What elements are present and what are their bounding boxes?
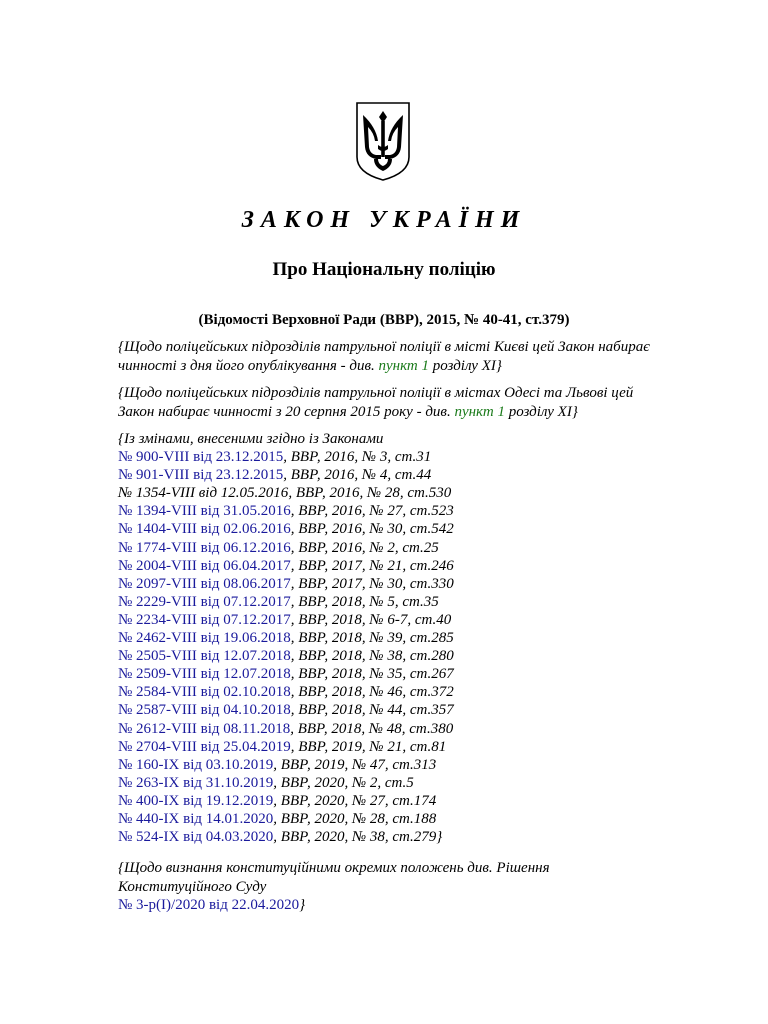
publication-source: (Відомості Верховної Ради (ВВР), 2015, № 40-41, ст.379)	[198, 312, 570, 328]
amendment-gazette-ref: , ВВР, 2020, № 27, ст.174	[273, 792, 437, 809]
amendment-row	[118, 828, 678, 846]
amendment-law-link[interactable]: № 901-VIII від 23.12.2015	[118, 467, 284, 484]
amendment-gazette-ref: , ВВР, 2020, № 28, ст.188	[273, 810, 437, 827]
amendment-row	[118, 502, 678, 520]
ruling-link[interactable]: № 3-р(I)/2020 від 22.04.2020	[118, 897, 300, 913]
amendment-law-link[interactable]: № 524-IX від 04.03.2020	[118, 829, 274, 846]
amendment-gazette-ref: , ВВР, 2018, № 38, ст.280	[290, 648, 454, 665]
amendment-row	[118, 629, 678, 647]
amendment-law-link[interactable]: № 400-IX від 19.12.2019	[118, 792, 274, 809]
ruling-text-line-2: Конституційного Суду	[118, 878, 267, 895]
amendment-law-link[interactable]: № 160-IX від 03.10.2019	[118, 756, 274, 773]
amendment-gazette-ref: , ВВР, 2018, № 5, ст.35	[290, 593, 439, 610]
note-text: {Щодо поліцейських підрозділів патрульної поліції в місті Києві цей Закон набирає чинності з дня його опублікування - див.	[118, 339, 650, 374]
amendment-row	[118, 738, 678, 756]
amendment-gazette-ref: , ВВР, 2016, № 3, ст.31	[283, 449, 432, 466]
amendment-row	[118, 720, 678, 738]
amendment-row	[118, 701, 678, 719]
document-title: ЗАКОН УКРАЇНИ	[241, 207, 527, 233]
amendment-law-link[interactable]: № 1774-VIII від 06.12.2016	[118, 539, 291, 556]
amendment-gazette-ref: , ВВР, 2020, № 2, ст.5	[273, 774, 414, 791]
note-text-end: розділу XI}	[504, 404, 578, 420]
amendment-row	[118, 539, 678, 557]
amendment-gazette-ref: , ВВР, 2016, № 2, ст.25	[290, 539, 439, 556]
amendment-law-link[interactable]: № 2587-VIII від 04.10.2018	[118, 702, 291, 719]
amendment-gazette-ref: , ВВР, 2019, № 47, ст.313	[273, 756, 437, 773]
ruling-close: }	[299, 897, 306, 913]
amendment-row	[118, 557, 678, 575]
amendment-gazette-ref: , ВВР, 2016, № 4, ст.44	[283, 467, 432, 484]
amendment-law-link[interactable]: № 2509-VIII від 12.07.2018	[118, 666, 291, 683]
note-text-end: розділу XI}	[429, 358, 502, 374]
amendment-law-link[interactable]: № 2505-VIII від 12.07.2018	[118, 648, 291, 665]
amendment-law-link[interactable]: № 1404-VIII від 02.06.2016	[118, 521, 291, 538]
amendment-law-link[interactable]: № 263-IX від 31.10.2019	[118, 774, 274, 791]
note-text: {Щодо поліцейських підрозділів патрульної поліції в містах Одесі та Львові цей Закон набирає чинності з 20 серпня 2015 року - див.	[118, 385, 634, 420]
amendment-row	[118, 756, 678, 774]
amendment-row	[118, 484, 678, 502]
amendments-list	[118, 430, 678, 846]
amendment-gazette-ref: , ВВР, 2016, № 30, ст.542	[290, 521, 454, 538]
effective-date-note-odesa-lviv	[118, 384, 650, 422]
amendment-gazette-ref: , ВВР, 2018, № 44, ст.357	[290, 702, 454, 719]
amendment-gazette-ref: , ВВР, 2018, № 46, ст.372	[290, 684, 454, 701]
amendment-row	[118, 683, 678, 701]
amendment-law-link[interactable]: № 900-VIII від 23.12.2015	[118, 449, 284, 466]
amendment-row	[118, 792, 678, 810]
amendments-intro: {Із змінами, внесеними згідно із Законами	[118, 431, 384, 447]
amendment-law-link[interactable]: № 2612-VIII від 08.11.2018	[118, 720, 291, 737]
amendment-row	[118, 647, 678, 665]
ruling-text-line-1: {Щодо визнання конституційними окремих положень див. Рішення	[118, 860, 550, 876]
section-xi-point-1-link[interactable]: пункт 1	[454, 404, 505, 420]
amendment-law-link[interactable]: № 2584-VIII від 02.10.2018	[118, 684, 291, 701]
amendment-law-link[interactable]: № 2234-VIII від 07.12.2017	[118, 611, 291, 628]
amendment-law-text: № 1354-VIII від 12.05.2016	[118, 485, 289, 502]
amendment-row	[118, 466, 678, 484]
amendment-gazette-ref: , ВВР, 2018, № 35, ст.267	[290, 666, 454, 683]
section-xi-point-1-link[interactable]: пункт 1	[378, 358, 429, 374]
amendment-gazette-ref: , ВВР, 2018, № 6-7, ст.40	[290, 611, 452, 628]
amendment-gazette-ref: , ВВР, 2017, № 30, ст.330	[290, 575, 454, 592]
amendment-gazette-ref: , ВВР, 2018, № 39, ст.285	[290, 630, 454, 647]
amendment-law-link[interactable]: № 2097-VIII від 08.06.2017	[118, 575, 291, 592]
amendment-law-link[interactable]: № 1394-VIII від 31.05.2016	[118, 503, 291, 520]
amendment-gazette-ref: , ВВР, 2018, № 48, ст.380	[290, 720, 454, 737]
amendment-law-link[interactable]: № 440-IX від 14.01.2020	[118, 810, 274, 827]
amendment-law-link[interactable]: № 2462-VIII від 19.06.2018	[118, 630, 291, 647]
amendment-law-link[interactable]: № 2704-VIII від 25.04.2019	[118, 738, 291, 755]
amendment-row	[118, 665, 678, 683]
amendment-gazette-ref: , ВВР, 2019, № 21, ст.81	[290, 738, 447, 755]
effective-date-note-kyiv	[118, 338, 650, 376]
amendment-row	[118, 593, 678, 611]
amendment-gazette-ref: , ВВР, 2020, № 38, ст.279}	[273, 829, 443, 846]
amendment-law-link[interactable]: № 2229-VIII від 07.12.2017	[118, 593, 291, 610]
amendment-law-link[interactable]: № 2004-VIII від 06.04.2017	[118, 557, 291, 574]
trident-emblem-icon	[354, 101, 412, 182]
amendment-row	[118, 448, 678, 466]
amendment-row	[118, 774, 678, 792]
amendment-row	[118, 575, 678, 593]
document-subtitle: Про Національну поліцію	[272, 259, 496, 280]
constitutional-court-ruling-note	[118, 859, 678, 915]
amendment-row	[118, 810, 678, 828]
amendment-gazette-ref: , ВВР, 2016, № 28, ст.530	[288, 485, 452, 502]
amendment-row	[118, 611, 678, 629]
amendment-gazette-ref: , ВВР, 2016, № 27, ст.523	[290, 503, 454, 520]
amendment-gazette-ref: , ВВР, 2017, № 21, ст.246	[290, 557, 454, 574]
amendment-row	[118, 520, 678, 538]
